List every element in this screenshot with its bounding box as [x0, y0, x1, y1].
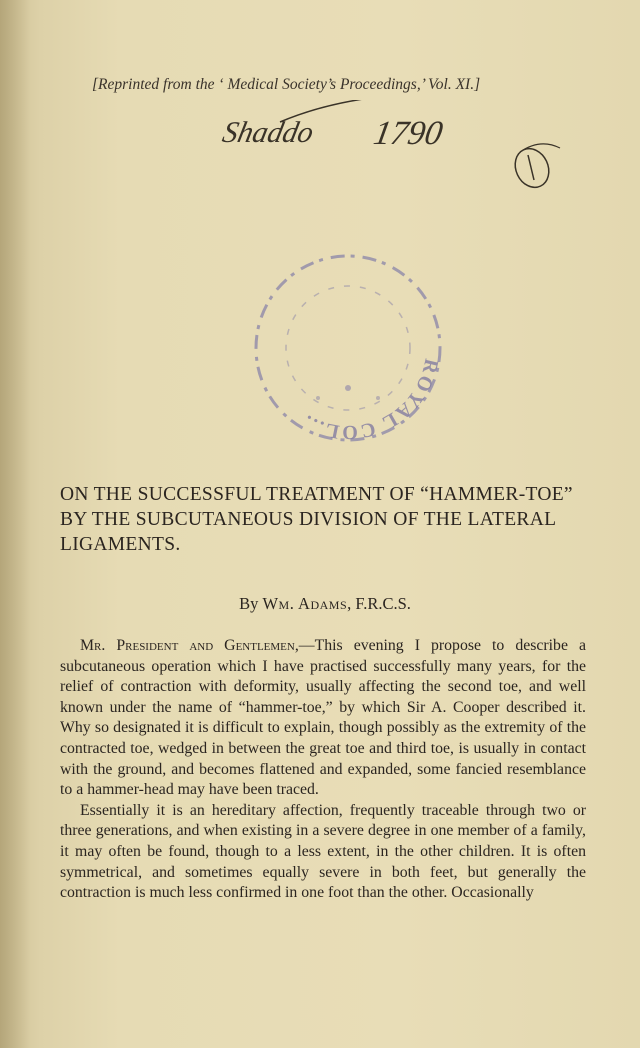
- reprint-header: [Reprinted from the ‘ Medical Society’s Proceedings,’ Vol. XI.]: [92, 76, 481, 93]
- paragraph: Essentially it is an hereditary affection, frequently traceable through two or three generations, and when existing in a severe degree in one member of a family, it may often be found, though to a less extent, in the other children. It is often symmetrical, and sometimes equally severe in both feet, but generally the contraction is much less confirmed in one foot than the other. Occasionally: [60, 801, 586, 902]
- handwritten-annotation: [220, 100, 580, 190]
- byline-prefix: By: [239, 594, 263, 613]
- article-title: ON THE SUCCESSFUL TREATMENT OF “HAMMER-TOE” BY THE SUBCUTANEOUS DIVISION OF THE LATERAL LIGAMENTS.: [60, 484, 573, 555]
- handwritten-circle: [509, 143, 555, 190]
- article-body: [60, 636, 586, 904]
- library-stamp: [248, 248, 448, 448]
- paragraph: [60, 636, 586, 801]
- author-credentials: , F.R.C.S.: [347, 594, 411, 613]
- handwritten-name: Shaddo: [220, 115, 317, 149]
- article-byline: [60, 594, 590, 614]
- paragraph-text: —This evening I propose to describe a subcutaneous operation which I have practised successfully many years, for the relief of contraction with deformity, usually affecting the second toe, and well known under the name of “hammer-toe,” by which Sir A. Cooper described it. Why so designated it is difficult to explain, though possibly as the extremity of the contracted toe, wedged in between the great toe and third toe, is usually in contact with the ground, and becomes flattened and expanded, some fancied resemblance to a hammer-head may have been traced.: [60, 637, 586, 799]
- salutation: Mr. President and Gentlemen,: [80, 637, 299, 654]
- svg-text:ROYAL COL...: [298, 357, 443, 443]
- handwritten-year: 1790: [370, 114, 446, 152]
- author-name: Wm. Adams: [262, 594, 348, 613]
- page-edge-shadow: [0, 0, 30, 1048]
- handwritten-tail: [520, 144, 560, 152]
- handwritten-stroke: [528, 155, 534, 180]
- stamp-text: ROYAL COL...: [297, 356, 443, 444]
